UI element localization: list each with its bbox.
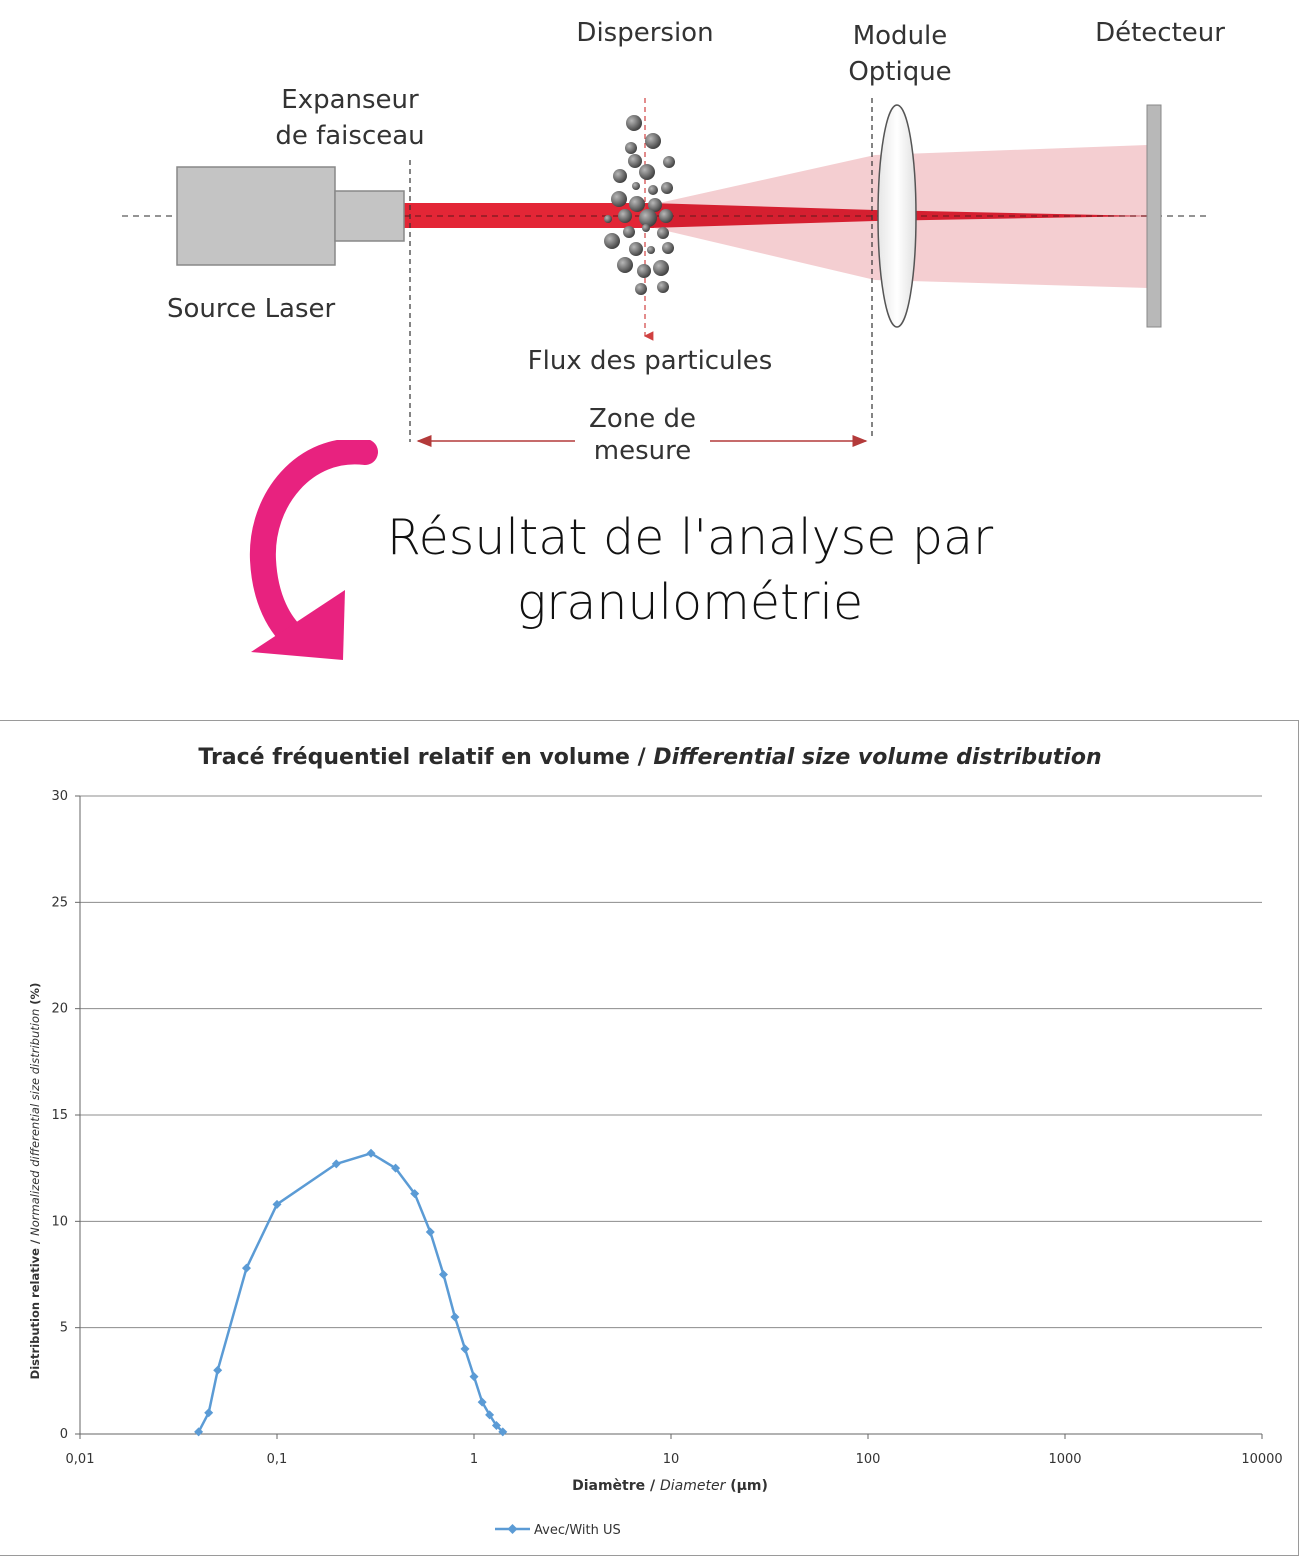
chart-panel <box>0 720 1299 1556</box>
legend-label: Avec/With US <box>534 1523 621 1538</box>
data-point <box>470 1372 479 1381</box>
laser-source-box <box>177 167 335 265</box>
y-tick-label: 10 <box>51 1214 68 1230</box>
y-tick-label: 5 <box>59 1320 68 1336</box>
x-tick-label: 10000 <box>1241 1452 1283 1467</box>
label-source-laser: Source Laser <box>167 294 336 324</box>
y-tick-label: 0 <box>59 1427 68 1442</box>
x-axis-label <box>572 1478 768 1494</box>
y-tick-label: 15 <box>51 1108 68 1123</box>
result-caption <box>300 505 1080 635</box>
caption-line1: Résultat de l'analyse par <box>386 509 994 566</box>
data-point <box>460 1344 469 1353</box>
y-axis-label-italic: Normalized differential size distribution <box>28 1008 42 1236</box>
series-layer <box>194 1149 507 1437</box>
x-axis-label-regular: Diamètre / <box>572 1478 660 1494</box>
x-tick-label: 10 <box>662 1452 680 1467</box>
x-tick-label: 0,1 <box>266 1452 288 1467</box>
y-axis-label-regular: Distribution relative / <box>28 1235 42 1380</box>
series-line <box>199 1153 503 1432</box>
x-tick-label: 1 <box>469 1452 479 1467</box>
label-expanseur <box>265 82 435 154</box>
data-point <box>242 1264 251 1273</box>
x-tick-label: 100 <box>855 1452 881 1467</box>
label-expanseur-line2: de faisceau <box>275 121 425 151</box>
label-dispersion: Dispersion <box>576 18 714 48</box>
detector-plate <box>1147 105 1161 327</box>
legend-marker <box>508 1524 518 1534</box>
label-flux-particules: Flux des particules <box>527 346 773 376</box>
y-axis-label <box>28 983 42 1380</box>
data-point <box>450 1313 459 1322</box>
caption-line2: granulométrie <box>516 574 864 631</box>
data-point <box>204 1408 213 1417</box>
chart-title-italic: Differential size volume distribution <box>653 745 1102 770</box>
data-point <box>426 1227 435 1236</box>
chart-title <box>198 745 1101 770</box>
label-module-optique <box>830 18 970 90</box>
data-point <box>213 1366 222 1375</box>
label-zone-line1: Zone de <box>589 404 696 434</box>
label-detecteur: Détecteur <box>1095 18 1225 48</box>
data-point <box>194 1427 203 1436</box>
legend <box>495 1523 621 1538</box>
y-axis-label-unit: (%) <box>28 982 42 1009</box>
label-expanseur-line1: Expanseur <box>281 85 419 115</box>
x-axis-label-italic: Diameter <box>659 1478 726 1494</box>
chart-title-regular: Tracé fréquentiel relatif en volume / <box>198 745 654 770</box>
beam-expander-box <box>335 191 404 241</box>
x-tick-label: 1000 <box>1048 1452 1082 1467</box>
y-tick-label: 20 <box>51 1001 68 1017</box>
size-distribution-chart <box>0 721 1298 1555</box>
data-point <box>439 1270 448 1279</box>
optical-lens <box>878 105 916 327</box>
tick-labels <box>51 789 1282 1467</box>
x-axis-label-unit: (µm) <box>725 1478 768 1494</box>
label-module-line2: Optique <box>848 57 952 87</box>
label-module-line1: Module <box>852 21 948 51</box>
y-tick-label: 25 <box>51 895 68 911</box>
axes <box>75 796 1262 1439</box>
x-tick-label: 0,01 <box>65 1452 95 1467</box>
label-zone-mesure <box>575 403 710 467</box>
label-zone-line2: mesure <box>593 436 692 466</box>
y-tick-label: 30 <box>51 789 68 804</box>
